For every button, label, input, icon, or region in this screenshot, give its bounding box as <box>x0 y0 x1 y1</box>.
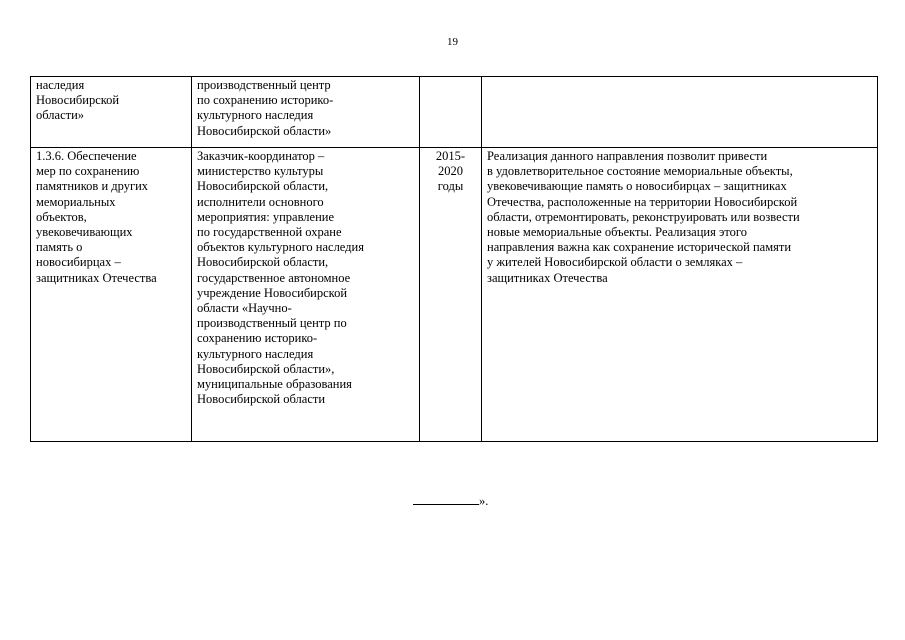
cell-text-line: новосибирцах – <box>36 255 121 270</box>
cell-text-line: культурного наследия <box>197 346 314 361</box>
cell-text-line: мер по сохранению <box>36 164 140 179</box>
cell-text-line: объектов, <box>36 209 87 224</box>
cell-text-line: Новосибирской области, <box>197 179 329 194</box>
cell-text-line: муниципальные образования <box>197 377 352 392</box>
table-row <box>31 77 878 148</box>
cell-text-line: сохранению историко- <box>197 331 318 346</box>
cell-text-line: по сохранению историко- <box>197 93 334 108</box>
cell-text-line: Новосибирской области <box>197 392 326 407</box>
cell-text-line: годы <box>437 179 464 194</box>
cell-text-line: мемориальных <box>36 194 116 209</box>
cell-text-line: 1.3.6. Обеспечение <box>36 149 137 163</box>
cell-result <box>482 148 878 442</box>
cell-text-line: направления важна как сохранение исторической памяти <box>487 240 792 255</box>
cell-text-line: исполнители основного <box>197 194 324 209</box>
cell-text-line: новые мемориальные объекты. Реализация этого <box>487 225 747 240</box>
cell-text-line: память о <box>36 240 83 255</box>
cell-text-line: объектов культурного наследия <box>197 240 364 255</box>
cell-text-line: области» <box>36 108 85 123</box>
cell-text-line: области, отремонтировать, реконструировать или возвести <box>487 209 800 224</box>
cell-text-line: государственное автономное <box>197 270 351 285</box>
cell-text-line: памятников и других <box>36 179 149 194</box>
cell-text-line: Новосибирской области», <box>197 361 335 376</box>
cell-period <box>420 77 482 148</box>
cell-activity <box>31 148 192 442</box>
cell-text-line: Новосибирской <box>36 93 120 108</box>
page-number: 19 <box>447 36 458 48</box>
cell-text-line: защитниках Отечества <box>487 270 608 285</box>
cell-text-line: Заказчик-координатор – <box>197 149 325 163</box>
table-row <box>31 148 878 442</box>
cell-text-line: мероприятия: управление <box>197 209 335 224</box>
program-table <box>30 76 878 442</box>
cell-text-line: Отечества, расположенные на территории Новосибирской <box>487 194 798 209</box>
cell-text-line: Новосибирской области, <box>197 255 329 270</box>
cell-text-line: у жителей Новосибирской области о земляках – <box>487 255 743 270</box>
cell-text-line: 2015- <box>435 149 466 163</box>
cell-text-line: производственный центр <box>197 78 331 92</box>
cell-text-line: Новосибирской области» <box>197 123 332 138</box>
cell-text-line: увековечивающие память о новосибирцах – защитниках <box>487 179 787 194</box>
cell-text-line: наследия <box>36 78 85 92</box>
cell-text-line: производственный центр по <box>197 316 347 331</box>
closing-line <box>413 493 488 509</box>
cell-text-line: увековечивающих <box>36 225 133 240</box>
cell-text-line: защитниках Отечества <box>36 270 157 285</box>
closing-mark: ». <box>479 494 489 508</box>
cell-text-line: Реализация данного направления позволит привести <box>487 149 768 163</box>
cell-text-line: культурного наследия <box>197 108 314 123</box>
cell-executors <box>192 77 420 148</box>
closing-rule <box>413 493 479 505</box>
cell-executors <box>192 148 420 442</box>
cell-text-line: учреждение Новосибирской <box>197 285 348 300</box>
cell-period <box>420 148 482 442</box>
cell-activity <box>31 77 192 148</box>
cell-text-line: 2020 <box>438 164 463 179</box>
cell-text-line: в удовлетворительное состояние мемориальные объекты, <box>487 164 793 179</box>
cell-text-line: области «Научно- <box>197 301 292 316</box>
cell-text-line: министерство культуры <box>197 164 324 179</box>
cell-text-line: по государственной охране <box>197 225 342 240</box>
cell-result <box>482 77 878 148</box>
